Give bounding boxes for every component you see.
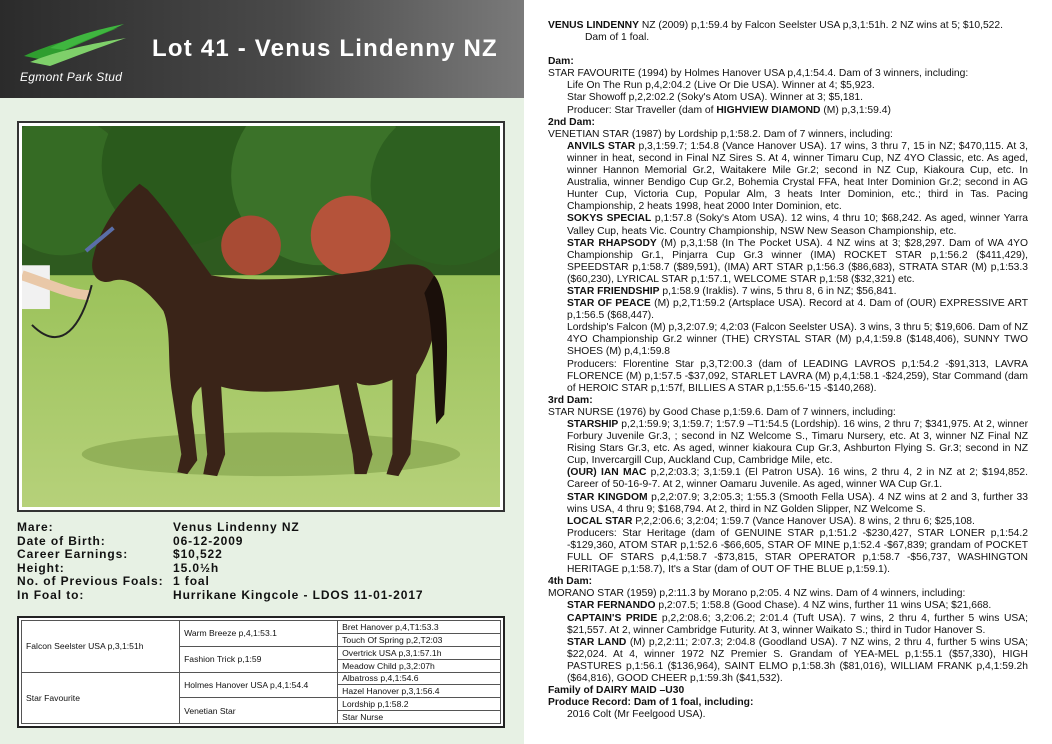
fourth-dam-line: MORANO STAR (1959) p,2:11.3 by Morano p,2:05. 4 NZ wins. Dam of 4 winners, including:	[548, 588, 966, 600]
produce-heading: Produce Record: Dam of 1 foal, including:	[548, 697, 754, 709]
third-dam-heading: 3rd Dam:	[548, 394, 593, 406]
pedigree-gen3-5: Albatross p,4,1:54.6	[338, 672, 501, 685]
third-dam-line: STAR NURSE (1976) by Good Chase p,1:59.6. Dam of 7 winners, including:	[548, 406, 896, 418]
info-row-mare: Mare: Venus Lindenny NZ	[17, 520, 300, 534]
pedigree-gen3-1: Bret Hanover p,4,T1:53.3	[338, 621, 501, 634]
pedigree-table	[17, 616, 505, 728]
dam-item: Life On The Run p,4,2:04.2 (Live Or Die USA). Winner at 4; $5,923.	[567, 80, 875, 92]
entry-anvils-star: ANVILS STAR p,3,1:59.7; 1:54.8 (Vance Hanover USA). 17 wins, 3 thru 7, 15 in NZ; $470,115. At 3, winner in heat, second in Final NZ Sires S. At 4, winner Timaru Cup, NZ 4YO Classic, etc. As aged, winner Hannon Memorial Gr.2, Waitakere Mile Gr.2; second in NZ Cup, Kiakoura Cup, etc. In Australia, winner Bendigo Cup Gr.2, Bohemia Crystal FFA, heat Inter Dominion Gr.2; second in AG Hunter Cup, Victoria Cup, Popular Alm, 3 heats Inter Dominion, etc.; third in Tas. Pacing Championship, 2 heats 1998, heat 2000 Inter Dominion, etc.	[567, 140, 1029, 213]
pedigree-gen3-2: Touch Of Spring p,2,T2:03	[338, 633, 501, 646]
horse-photo	[22, 126, 500, 507]
entry-our-ian-mac: (OUR) IAN MAC p,2,2:03.3; 3,1:59.1 (El Patron USA). 16 wins, 2 thru 4, 2 in NZ at 2; $194,852. Career of 50-16-9-7. At 2, winner Oamaru Juvenile. As aged, winner WA Cup Gr.1.	[567, 467, 1028, 491]
entry-star-kingdom: STAR KINGDOM p,2,2:07.9; 3,2:05.3; 1:55.3 (Smooth Fella USA). 4 NZ wins at 2 and 3, further 33 wins USA, 4 thru 9; $168,794. At 2, third in NZ Golden Slipper, NZ Welcome S.	[567, 491, 1028, 515]
entry-star-of-peace: STAR OF PEACE (M) p,2,T1:59.2 (Artsplace USA). Record at 4. Dam of (OUR) EXPRESSIVE ART p,1:56.5 ($68,447).	[567, 298, 1029, 322]
entry-local-star: LOCAL STAR P,2,2:06.6; 3,2:04; 1:59.7 (Vance Hanover USA). 8 wins, 2 thru 6; $25,108.	[567, 515, 975, 527]
dam-producer: Producer: Star Traveller (dam of HIGHVIEW DIAMOND (M) p,3,1:59.4)	[567, 104, 891, 116]
info-row-foals: No. of Previous Foals: 1 foal	[17, 574, 210, 589]
info-row-earnings: Career Earnings: $10,522	[17, 547, 223, 562]
info-row-height: Height: 15.0½h	[17, 560, 220, 575]
stud-logo-icon	[20, 22, 130, 68]
produce-item: 2016 Colt (Mr Feelgood USA).	[567, 709, 706, 721]
family-line: Family of DAIRY MAID –U30	[548, 685, 685, 697]
pedigree-gen2-1: Warm Breeze p,4,1:53.1	[180, 621, 338, 647]
dam-heading: Dam:	[548, 56, 574, 68]
pedigree-gen2-2: Fashion Trick p,1:59	[180, 646, 338, 672]
catalogue-page	[548, 20, 1028, 721]
second-dam-heading: 2nd Dam:	[548, 116, 595, 128]
entry-lordships-falcon: Lordship's Falcon (M) p,3,2:07.9; 4,2:03 (Falcon Seelster USA). 3 wins, 3 thru 5; $19,606. Dam of NZ 4YO Championship Gr.2 winner (THE) CRYSTAL STAR (M) p,4,1:59.8 ($148,406), SUNNY TWO SHOES (M) p,4,1:59.8	[567, 322, 1028, 358]
pedigree-gen3-4: Meadow Child p,3,2:07h	[338, 659, 501, 672]
lot-title: Lot 41 - Venus Lindenny NZ	[152, 35, 498, 62]
pedigree-gen2-3: Holmes Hanover USA p,4,1:54.4	[180, 672, 338, 698]
pedigree-gen3-3: Overtrick USA p,3,1:57.1h	[338, 646, 501, 659]
entry-starship: STARSHIP p,2,1:59.9; 3,1:59.7; 1:57.9 –T1:54.5 (Lordship). 16 wins, 2 thru 7; $341,975. At 2, winner Forbury Juvenile Gr.3, ; second in NZ Welcome S., Timaru Nursery, etc. At 3, winner NZ Final NZ Rising Stars Gr.3, etc. As aged, winner kiakoura Cup Gr.3, Ashburton Flying S. Gr.3; second in NZ Cup, Invercargill Cup, Auckland Cup, Cambridge Mile, etc.	[567, 419, 1028, 467]
dam-line: STAR FAVOURITE (1994) by Holmes Hanover USA p,4,1:54.4. Dam of 3 winners, including:	[548, 68, 969, 80]
pedigree-gen2-4: Venetian Star	[180, 698, 338, 724]
entry-star-land: STAR LAND (M) p,2,2:11; 2:07.3; 2:04.8 (Goodland USA). 7 NZ wins, 2 thru 4, further 5 wins USA; $22,024. At 4, winner 1972 NZ Premier S. Grandam of YEA-MEL p,1:55.1 ($57,330), HIGH PASTURES p,1:56.1 ($136,964), SAINT ELMO p,1:58.3h ($81,016), WILLIAM FRANK p,4,1:59.2h ($64,816), GOOD CHEER p,1:59.3h ($41,532).	[567, 636, 1028, 684]
entry-sokys-special: SOKYS SPECIAL p,1:57.8 (Soky's Atom USA). 12 wins, 4 thru 10; $68,242. As aged, winner Yarra Valley Cup, heats Vic. Country Championship, NSW New Season Championship, etc.	[567, 213, 1028, 237]
lead-paragraph: VENUS LINDENNY NZ (2009) p,1:59.4 by Falcon Seelster USA p,3,1:51h. 2 NZ wins at 5; $10,522.	[548, 20, 1003, 31]
pedigree-gen3-6: Hazel Hanover p,3,1:56.4	[338, 685, 501, 698]
entry-captains-pride: CAPTAIN'S PRIDE p,2,2:08.6; 3,2:06.2; 2:01.4 (Tuft USA). 7 wins, 2 thru 4, further 5 wins USA; $21,557. At 2, winner Cambridge Futurity. At 3, winner Waikato S.; third in Tudor Hanover S.	[567, 612, 1028, 636]
pedigree-sire: Falcon Seelster USA p,3,1:51h	[22, 621, 180, 673]
dam-item: Star Showoff p,2,2:02.2 (Soky's Atom USA). Winner at 3; $5,181.	[567, 92, 863, 104]
horse-photo-frame	[17, 121, 505, 512]
stud-name: Egmont Park Stud	[20, 70, 123, 84]
lead-paragraph-cont: Dam of 1 foal.	[585, 32, 650, 44]
producers-third-dam: Producers: Star Heritage (dam of GENUINE STAR p,1:51.2 -$230,427, STAR LONER p,1:54.2 -$129,360, ATOM STAR p,1:52.6 -$66,605, STAR OF MINE p,1:52.4 -$67,839; grandam of POCKET FULL OF STARS p,4,1:58.7 -$73,815, STAR OPERATOR p,1:58.7 -$56,737, WASHINGTON HERITAGE p,1:58.7), It's a Star (dam of OUT OF THE BLUE p,1:59.1).	[567, 527, 1028, 576]
pedigree-dam: Star Favourite	[22, 672, 180, 724]
pedigree-gen3-7: Lordship p,1:58.2	[338, 698, 501, 711]
info-row-dob: Date of Birth: 06-12-2009	[17, 533, 244, 548]
second-dam-line: VENETIAN STAR (1987) by Lordship p,1:58.2. Dam of 7 winners, including:	[548, 128, 893, 140]
fourth-dam-heading: 4th Dam:	[548, 576, 593, 588]
mare-info	[17, 520, 512, 602]
pedigree-gen3-8: Star Nurse	[338, 711, 501, 724]
entry-star-rhapsody: STAR RHAPSODY (M) p,3,1:58 (In The Pocket USA). 4 NZ wins at 3; $28,297. Dam of WA 4YO Championship Gr.1, Pinjarra Cup Gr.3 winner (IMA) ROCKET STAR p,1:56.2 ($411,429), SPEEDSTAR p,1:58.7 ($89,591), (IMA) ART STAR p,1:56.3 ($86,683), STRATA STAR (M) p,1:53.3 ($60,230), LYRICAL STAR p,1:57.1, WELCOME STAR p,1:58 ($32,321) etc.	[567, 237, 1028, 285]
header-banner	[0, 0, 524, 98]
producers-second-dam: Producers: Florentine Star p,3,T2:00.3 (dam of LEADING LAVROS p,1:54.2 -$91,313, LAVRA FLORENCE (M) p,1:57.5 -$37,092, STARLET LAVRA (M) p,4,1:58.1 -$24,259), Star Command (dam of HEROIC STAR p,1:57f, BILLIES A STAR p,1:55.6-'15 -$140,268).	[567, 358, 1028, 394]
left-panel	[0, 0, 524, 744]
info-row-in-foal: In Foal to: Hurrikane Kingcole - LDOS 11-01-2017	[17, 587, 424, 602]
entry-star-friendship: STAR FRIENDSHIP p,1:58.9 (Iraklis). 7 wins, 5 thru 8, 6 in NZ; $56,841.	[567, 285, 897, 297]
entry-star-fernando: STAR FERNANDO p,2:07.5; 1:58.8 (Good Chase). 4 NZ wins, further 11 wins USA; $21,668.	[567, 600, 992, 612]
